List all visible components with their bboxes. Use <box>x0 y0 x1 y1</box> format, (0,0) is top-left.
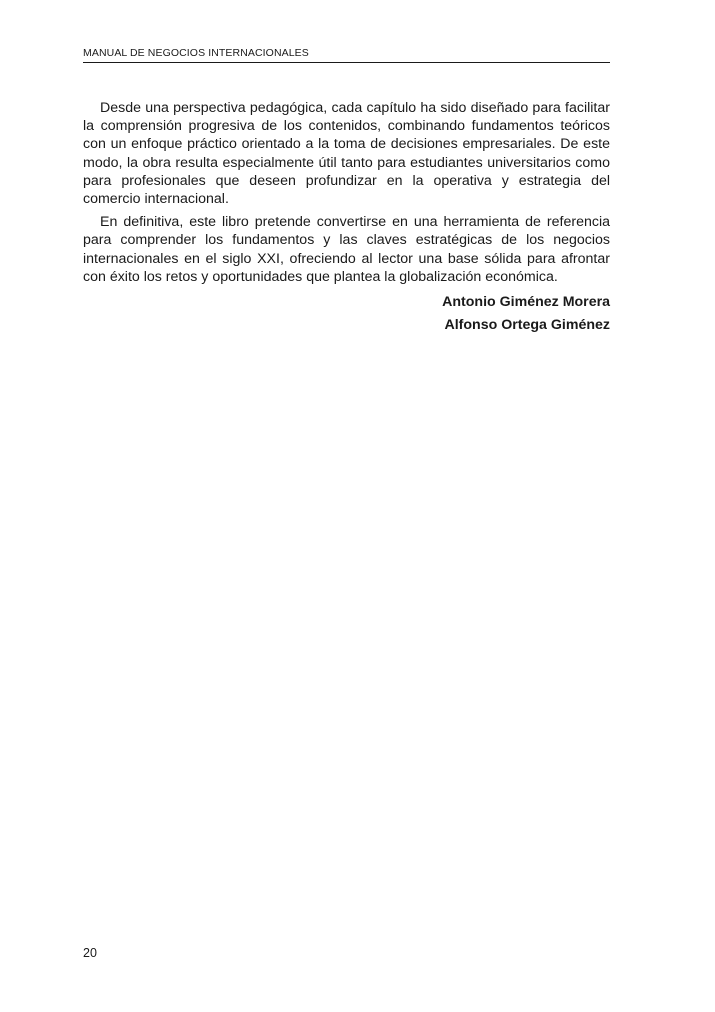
page-number: 20 <box>83 946 97 960</box>
signature-author-2: Alfonso Ortega Giménez <box>444 317 610 334</box>
signature-author-1: Antonio Giménez Morera <box>442 294 610 311</box>
signatures <box>83 291 610 337</box>
paragraph-2: En definitiva, este libro pretende convertirse en una herramienta de referencia para comprender los fundamentos y las claves estratégicas de los negocios internacionales en el siglo XXI, ofreciendo al lector una base sólida para afrontar con éxito los retos y oportunidades que plantea la globalización económica. <box>83 214 610 285</box>
running-header: MANUAL DE NEGOCIOS INTERNACIONALES <box>83 47 309 59</box>
body-text <box>83 99 610 337</box>
paragraph-1: Desde una perspectiva pedagógica, cada capítulo ha sido diseñado para facilitar la comprensión progresiva de los contenidos, combinando fundamentos teóricos con un enfoque práctico orientado a la toma de decisiones empresariales. De este modo, la obra resulta especialmente útil tanto para estudiantes universitarios como para profesionales que deseen profundizar en la operativa y estrategia del comercio internacional. <box>83 100 610 208</box>
header-rule <box>83 62 610 63</box>
